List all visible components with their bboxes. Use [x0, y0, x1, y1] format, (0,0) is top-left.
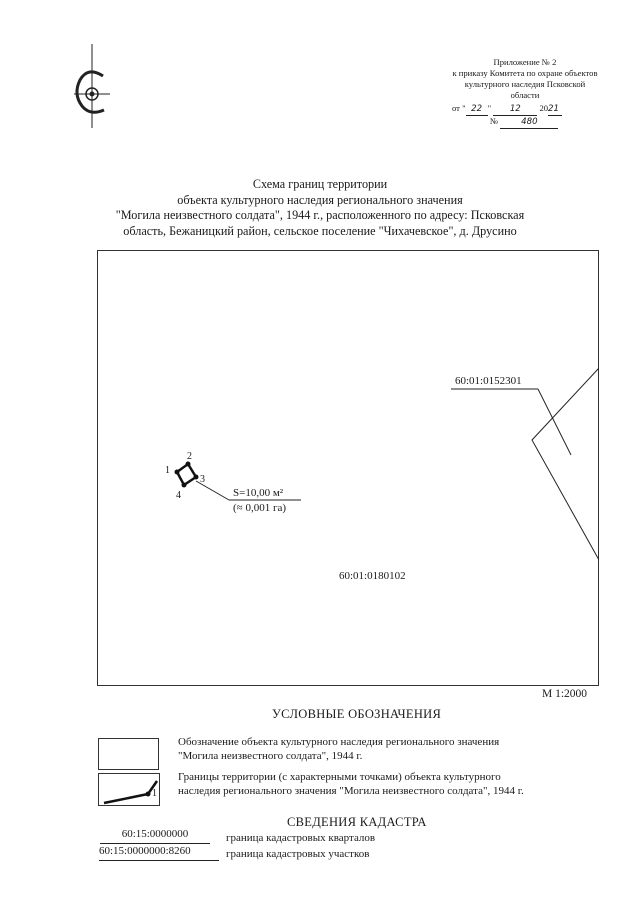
quarter-label: 60:01:0180102: [339, 570, 406, 582]
area-ha-label: (≈ 0,001 га): [233, 502, 287, 514]
north-arrow-icon: [68, 42, 118, 132]
appendix-title: Приложение № 2: [493, 57, 557, 67]
legend-point-number: 1: [152, 788, 157, 799]
parcel-label: 60:01:0152301: [455, 375, 522, 387]
cadastre-parcel-line: [99, 860, 219, 861]
point-3: [194, 475, 199, 480]
order-number-line: № 480: [490, 116, 610, 129]
cadastre-parcel-text: граница кадастровых участков: [226, 848, 370, 860]
map-scale: М 1:2000: [542, 688, 588, 700]
area-leader: [196, 481, 229, 500]
legend-title: УСЛОВНЫЕ ОБОЗНАЧЕНИЯ: [272, 707, 442, 721]
date-month: 12: [493, 104, 537, 116]
territory-boundary: [177, 464, 196, 485]
point-label-1: 1: [165, 465, 170, 476]
point-label-2: 2: [187, 451, 192, 462]
title-line-1: Схема границ территории: [252, 177, 388, 191]
order-line: к приказу Комитета по охране объектов: [452, 68, 598, 78]
point-label-3: 3: [200, 474, 205, 485]
map-drawing: [97, 250, 599, 686]
point-label-4: 4: [176, 490, 181, 501]
order-date-line: от " 22 " 12 2021: [452, 103, 632, 116]
point-2: [186, 462, 191, 467]
date-year: 21: [548, 104, 562, 116]
point-4: [182, 483, 187, 488]
appendix-header: [430, 57, 620, 101]
cadastre-quarter-line: [100, 843, 210, 844]
legend-item-territory: Границы территории (с характерными точками) объекта культурного наследия регионального значения "Могила неизвестного солдата", 1944 г.: [178, 771, 524, 797]
committee-line: культурного наследия Псковской: [464, 79, 586, 89]
cadastre-title: СВЕДЕНИЯ КАДАСТРА: [287, 815, 427, 829]
title-line-2: объекта культурного наследия регионального значения: [177, 192, 463, 207]
cadastre-quarter-text: граница кадастровых кварталов: [226, 832, 376, 844]
cadastre-quarter-code: 60:15:0000000: [121, 828, 189, 840]
legend-item-object: Обозначение объекта культурного наследия регионального значения "Могила неизвестного солдата", 1944 г.: [178, 736, 500, 762]
scheme-title: [100, 177, 540, 239]
title-line-4: область, Бежаницкий район, сельское поселение "Чихачевское", д. Друсино: [123, 223, 517, 238]
legend-swatch-object: [98, 738, 159, 770]
region-line: области: [510, 90, 540, 100]
point-1: [175, 470, 180, 475]
cadastre-parcel-code: 60:15:0000000:8260: [99, 845, 191, 857]
order-number: 480: [500, 117, 558, 129]
area-label: S=10,00 м²: [233, 487, 284, 499]
date-day: 22: [466, 104, 488, 116]
title-line-3: "Могила неизвестного солдата", 1944 г., расположенного по адресу: Псковская: [115, 208, 525, 222]
